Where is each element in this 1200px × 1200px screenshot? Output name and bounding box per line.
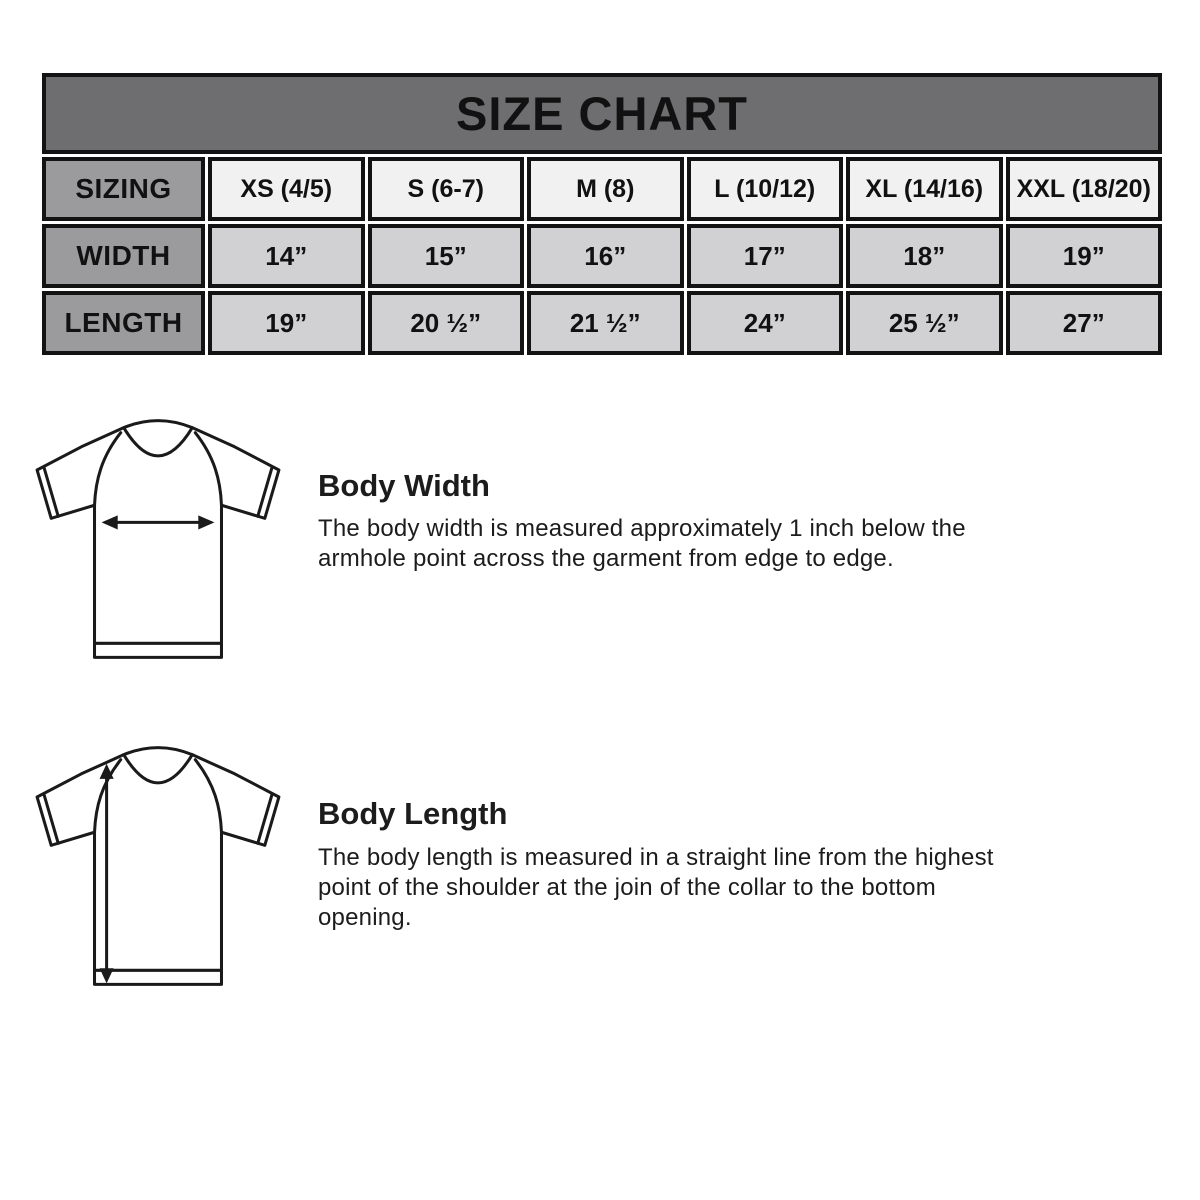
size-cell-xxl: XXL (18/20) [1006,157,1163,221]
row-label-length: LENGTH [42,291,205,355]
row-label-sizing: SIZING [42,157,205,221]
width-cell-xs: 14” [208,224,365,288]
body-width-heading: Body Width [318,468,490,503]
width-cell-m: 16” [527,224,684,288]
length-cell-xs: 19” [208,291,365,355]
size-cell-l: L (10/12) [687,157,844,221]
tshirt-front-horizontal-arrow-icon [27,400,289,675]
body-width-description: The body width is measured approximately 1 inch below the armhole point across the garment from edge to edge. [318,515,966,572]
width-cell-xxl: 19” [1006,224,1163,288]
length-cell-s: 20 ½” [368,291,525,355]
size-cell-s: S (6-7) [368,157,525,221]
body-length-heading: Body Length [318,796,508,831]
title-row [42,73,1162,154]
width-cell-s: 15” [368,224,525,288]
size-chart-table [39,70,1165,358]
length-cell-l: 24” [687,291,844,355]
length-cell-m: 21 ½” [527,291,684,355]
table-row-sizing [42,157,1162,221]
table-row-length [42,291,1162,355]
length-cell-xxl: 27” [1006,291,1163,355]
size-cell-m: M (8) [527,157,684,221]
size-chart-title: SIZE CHART [42,73,1162,154]
size-cell-xs: XS (4/5) [208,157,365,221]
table-row-width [42,224,1162,288]
width-cell-l: 17” [687,224,844,288]
width-cell-xl: 18” [846,224,1003,288]
tshirt-front-vertical-arrow-icon [27,727,289,1002]
size-cell-xl: XL (14/16) [846,157,1003,221]
body-length-description: The body length is measured in a straight line from the highest point of the shoulder at the join of the collar to the bottom opening. [318,844,994,931]
row-label-width: WIDTH [42,224,205,288]
length-cell-xl: 25 ½” [846,291,1003,355]
